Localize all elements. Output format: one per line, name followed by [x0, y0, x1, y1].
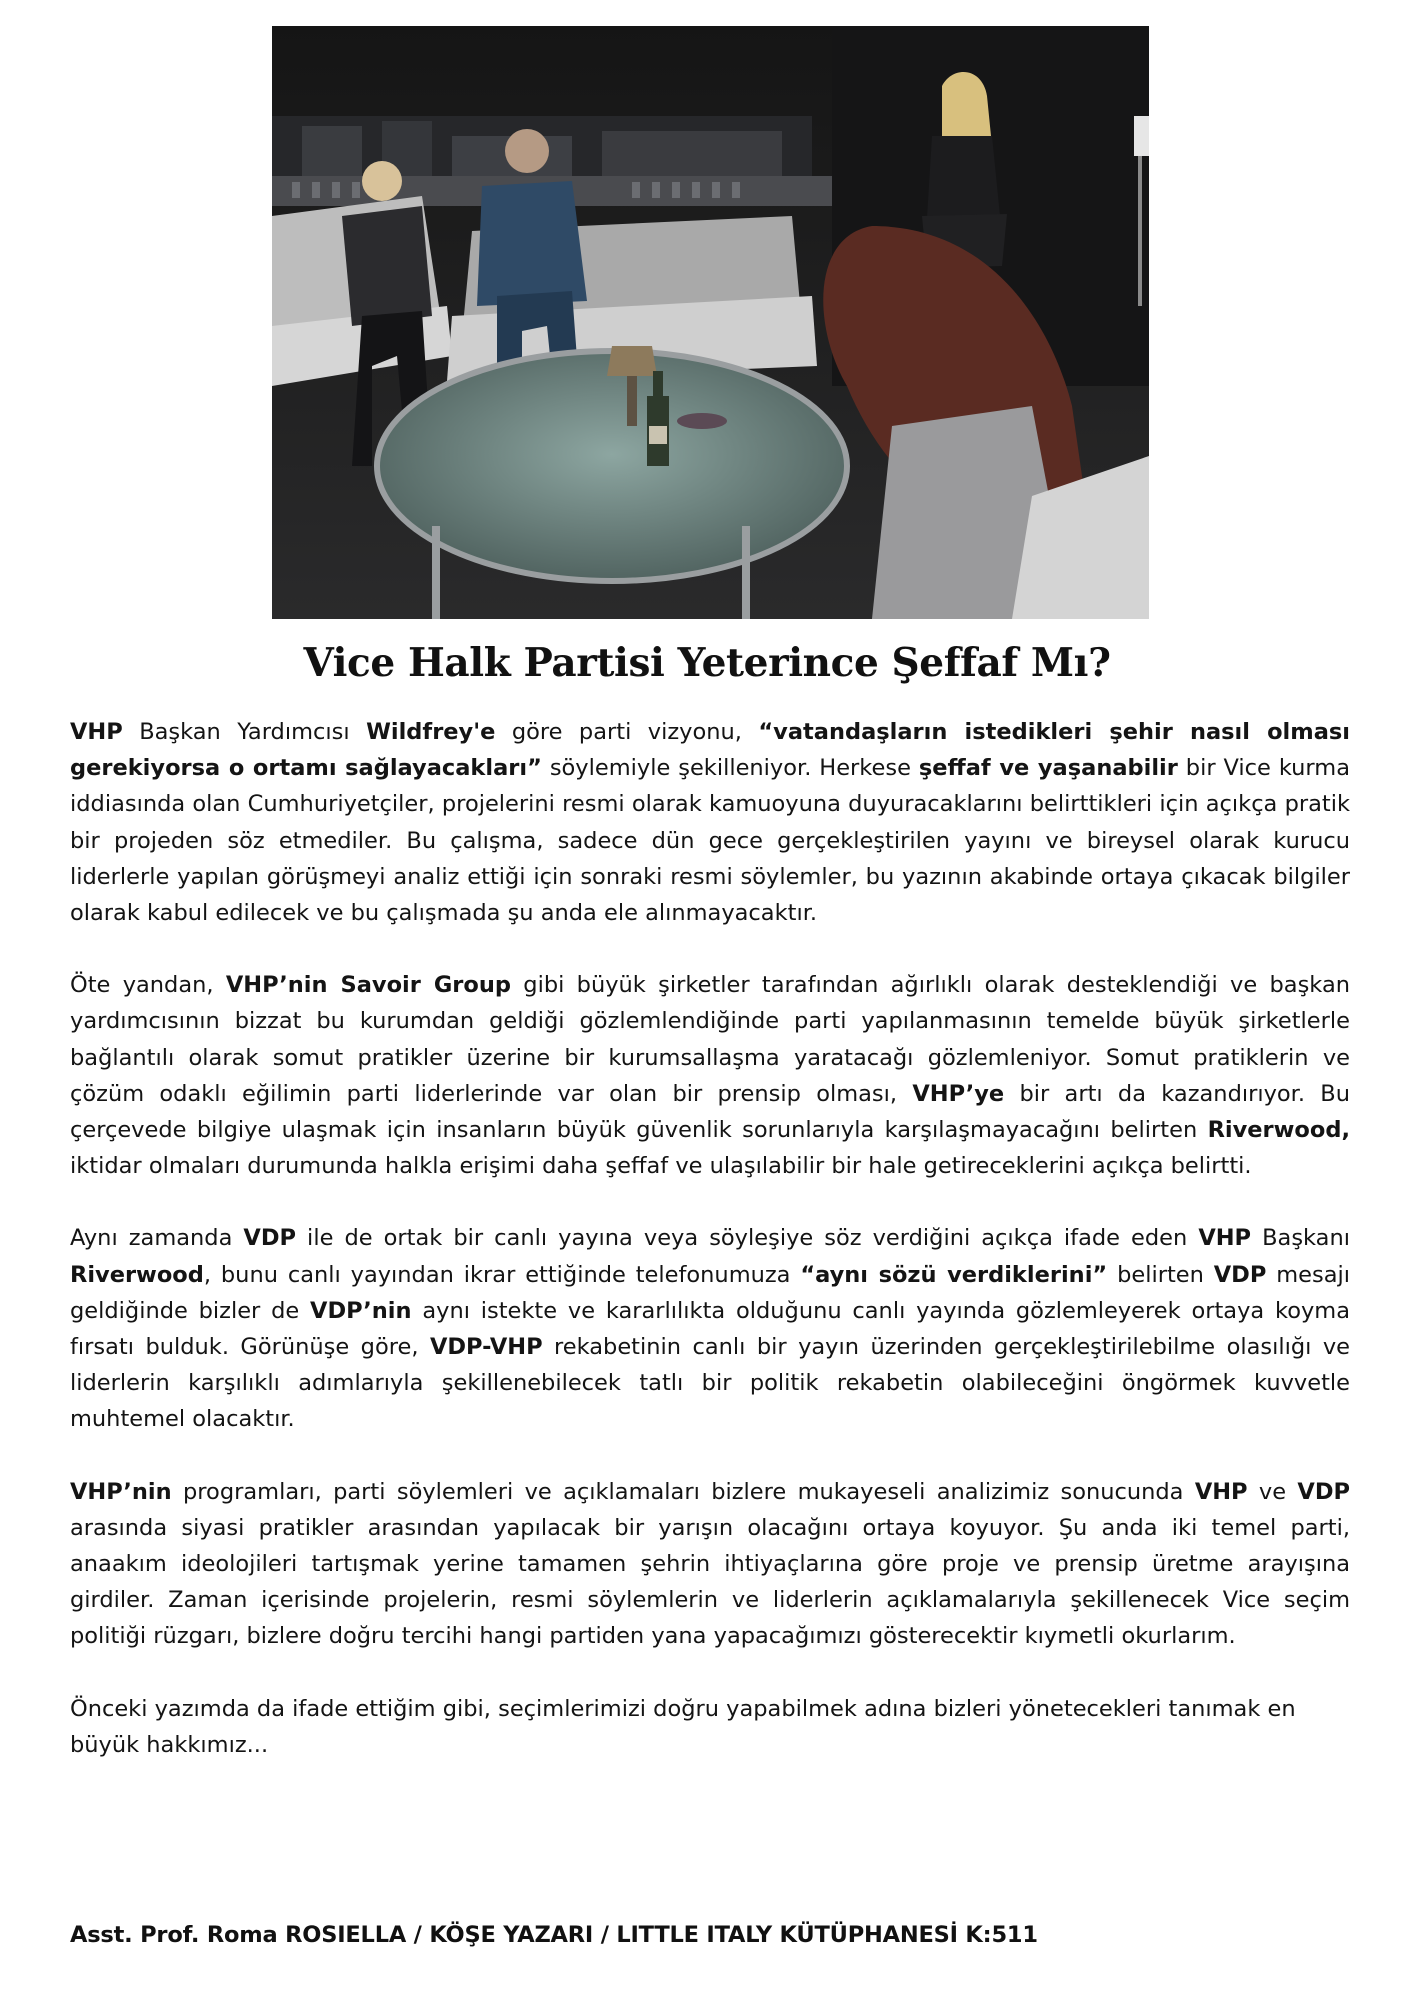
text-run: , bunu canlı yayından ikrar ettiğinde telefonumuza — [203, 1261, 801, 1288]
text-run: bir Vice kurma iddiasında olan Cumhuriyetçiler, projelerini resmi olarak kamuoyuna duyuracaklarını belirttikleri için açıkça pratik bir projeden söz etmediler. Bu çalışma, sadece dün gece gerçekleştirilen yayını ve bireysel olarak kurucu liderlerle yapılan görüşmeyi analiz ettiği için sonraki resmi söylemler, bu yazının akabinde ortaya çıkacak bilgiler olarak kabul edilecek ve bu çalışmada şu anda ele alınmayacaktır. — [70, 755, 1350, 927]
article-paragraph — [70, 714, 1350, 931]
text-run: programları, parti söylemleri ve açıklamaları bizlere mukayeseli analizimiz sonucunda — [171, 1478, 1195, 1505]
text-run: ile de ortak bir canlı yayına veya söyleşiye söz verdiğini açıkça ifade eden — [296, 1225, 1199, 1252]
text-run: belirten — [1107, 1261, 1214, 1288]
text-run: gibi büyük şirketler tarafından ağırlıklı olarak desteklendiği ve başkan yardımcısının bizzat bu kurumdan geldiği gözlemlendiğinde parti yapılanmasının temelde büyük şirketlerle bağlantılı olarak somut pratikler üzerine bir kurumsallaşma yaratacağı gözlemleniyor. Somut pratiklerin ve çözüm odaklı eğilimin parti liderlerinde var olan bir prensip olması, — [70, 972, 1350, 1107]
article-paragraph — [70, 967, 1350, 1184]
article-paragraph — [70, 1220, 1350, 1437]
text-run: Öte yandan, — [70, 972, 226, 999]
article-body — [70, 714, 1350, 1799]
text-run: aynı istekte ve kararlılıkta olduğunu canlı yayında gözlemleyerek ortaya koyma fırsatı bulduk. Görünüşe göre, — [70, 1297, 1350, 1361]
bold-text-run: “vatandaşların istedikleri şehir nasıl olması gerekiyorsa o ortamı sağlayacakları” — [70, 719, 1350, 782]
bold-text-run: Wildfrey'e — [366, 719, 496, 745]
text-run: rekabetinin canlı bir yayın üzerinden gerçekleştirilebilme olasılığı ve liderlerin karşılıklı adımlarıyla şekillenebilecek tatlı bir politik rekabetin olabileceğini öngörmek kuvvetle muhtemel olacaktır. — [70, 1334, 1350, 1433]
bold-text-run: VHP — [1198, 1225, 1252, 1252]
article-paragraph — [70, 1691, 1350, 1763]
text-run: Aynı zamanda — [70, 1225, 244, 1252]
bold-text-run: VDP’nin — [310, 1297, 412, 1324]
article-hero-image — [272, 26, 1149, 619]
text-run: Başkan Yardımcısı — [122, 719, 367, 745]
bold-text-run: “aynı sözü verdiklerini” — [800, 1261, 1108, 1288]
bold-text-run: VDP — [1297, 1478, 1350, 1505]
bold-text-run: VDP — [1213, 1261, 1267, 1288]
article-title: Vice Halk Partisi Yeterince Şeffaf Mı? — [303, 640, 1111, 686]
bold-text-run: VHP’nin Savoir Group — [225, 972, 511, 999]
bold-text-run: VDP — [243, 1225, 297, 1252]
text-run: ve — [1247, 1478, 1298, 1505]
text-run: iktidar olmaları durumunda halkla erişimi daha şeffaf ve ulaşılabilir bir hale getireceklerini açıkça belirtti. — [70, 1153, 1252, 1180]
text-run: bir artı da kazandırıyor. Bu çerçevede bilgiye ulaşmak için insanların büyük güvenlik sorunlarıyla karşılaşmayacağını belirten — [70, 1080, 1351, 1144]
bold-text-run: şeffaf ve yaşanabilir — [918, 755, 1178, 782]
text-run: mesajı geldiğinde bizler de — [70, 1261, 1350, 1324]
bold-text-run: VHP’ye — [912, 1080, 1005, 1107]
text-run: arasında siyasi pratikler arasından yapılacak bir yarışın olacağını ortaya koyuyor. Şu anda iki temel parti, anaakım ideolojileri tartışmak yerine tamamen şehrin ihtiyaçlarına göre proje ve prensip üretme arayışına girdiler. Zaman içerisinde projelerin, resmi söylemlerin ve liderlerin açıklamalarıyla şekillenecek Vice seçim politiği rüzgarı, bizlere doğru tercihi hangi partiden yana yapacağımızı gösterecektir kıymetli okurlarım. — [70, 1514, 1350, 1650]
bold-text-run: VHP — [70, 719, 123, 745]
bold-text-run: Riverwood — [70, 1261, 204, 1288]
text-run: Önceki yazımda da ifade ettiğim gibi, seçimlerimizi doğru yapabilmek adına bizleri yönetecekleri tanımak en büyük hakkımız... — [70, 1695, 1296, 1758]
studio-scene-illustration — [272, 26, 1149, 619]
text-run: Başkanı — [1251, 1225, 1350, 1252]
article-paragraph — [70, 1474, 1350, 1655]
bold-text-run: VHP’nin — [70, 1478, 172, 1505]
bold-text-run: Riverwood, — [1207, 1117, 1350, 1144]
bold-text-run: VDP-VHP — [429, 1334, 543, 1361]
text-run: göre parti vizyonu, — [495, 719, 759, 745]
bold-text-run: VHP — [1194, 1478, 1248, 1505]
author-signature: Asst. Prof. Roma ROSIELLA / KÖŞE YAZARI / LITTLE ITALY KÜTÜPHANESİ K:511 — [70, 1922, 1038, 1948]
text-run: söylemiyle şekilleniyor. Herkese — [541, 755, 919, 782]
